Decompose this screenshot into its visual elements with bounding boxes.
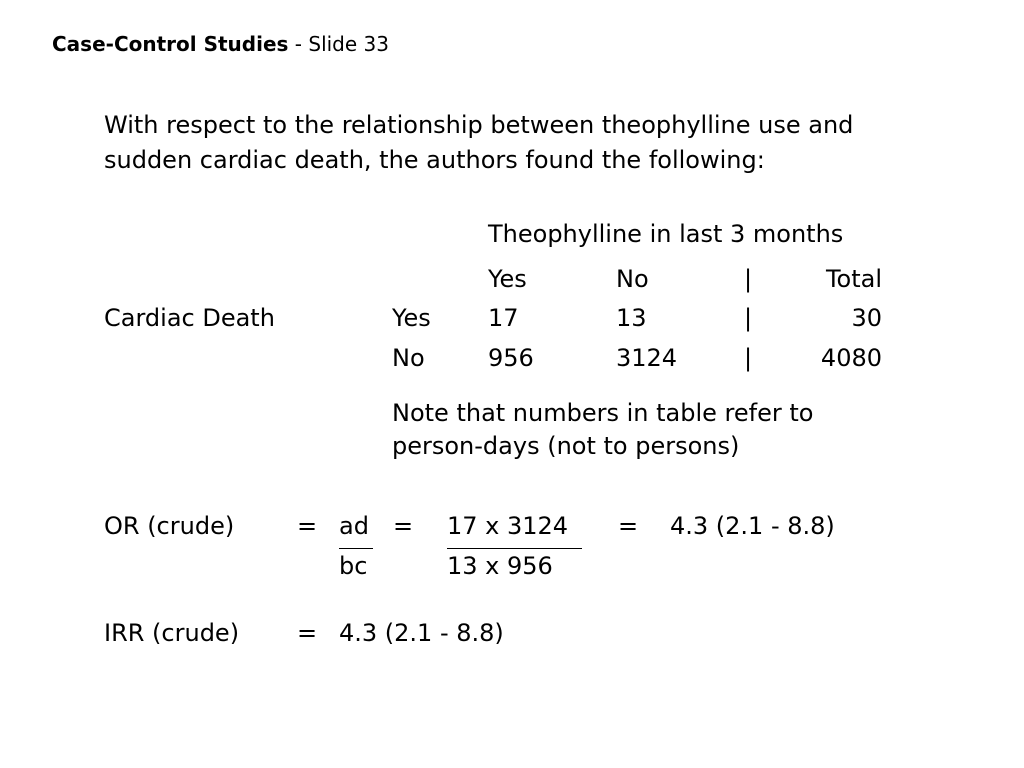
table-row-yes-label: Yes [392, 304, 431, 332]
table-cell-yes-no: 13 [616, 304, 647, 332]
or-calc-denominator: 13 x 956 [447, 552, 553, 580]
table-header-separator: | [744, 265, 753, 293]
or-result: 4.3 (2.1 - 8.8) [670, 512, 835, 540]
slide-header [52, 32, 389, 56]
table-cell-no-no: 3124 [616, 344, 678, 372]
or-equals-3: = [618, 512, 639, 540]
table-cell-no-yes: 956 [488, 344, 534, 372]
table-row-group-label: Cardiac Death [104, 304, 275, 332]
or-calc-numerator: 17 x 3124 [447, 512, 569, 540]
irr-equals: = [297, 619, 318, 647]
slide-title: Case-Control Studies [52, 32, 289, 56]
table-cell-yes-total: 30 [851, 304, 882, 332]
table-column-group-label: Theophylline in last 3 months [488, 220, 844, 248]
table-cell-yes-yes: 17 [488, 304, 519, 332]
intro-paragraph [104, 108, 853, 178]
or-numerator: ad [339, 512, 369, 540]
table-cell-no-total: 4080 [820, 344, 882, 372]
table-note-line-1: Note that numbers in table refer to [392, 399, 814, 427]
or-equals-1: = [297, 512, 318, 540]
table-row-yes-separator: | [744, 304, 753, 332]
table-note [392, 396, 813, 464]
or-denominator: bc [339, 552, 368, 580]
irr-label: IRR (crude) [104, 619, 240, 647]
slide-number: - Slide 33 [294, 32, 389, 56]
table-row-no-separator: | [744, 344, 753, 372]
or-label: OR (crude) [104, 512, 235, 540]
intro-line-2: sudden cardiac death, the authors found the following: [104, 146, 765, 174]
table-header-yes: Yes [488, 265, 527, 293]
table-header-total: Total [825, 265, 882, 293]
irr-result: 4.3 (2.1 - 8.8) [339, 619, 504, 647]
table-note-line-2: person-days (not to persons) [392, 432, 740, 460]
intro-line-1: With respect to the relationship between theophylline use and [104, 111, 854, 139]
table-header-no: No [616, 265, 649, 293]
or-equals-2: = [393, 512, 414, 540]
table-row-no-label: No [392, 344, 425, 372]
